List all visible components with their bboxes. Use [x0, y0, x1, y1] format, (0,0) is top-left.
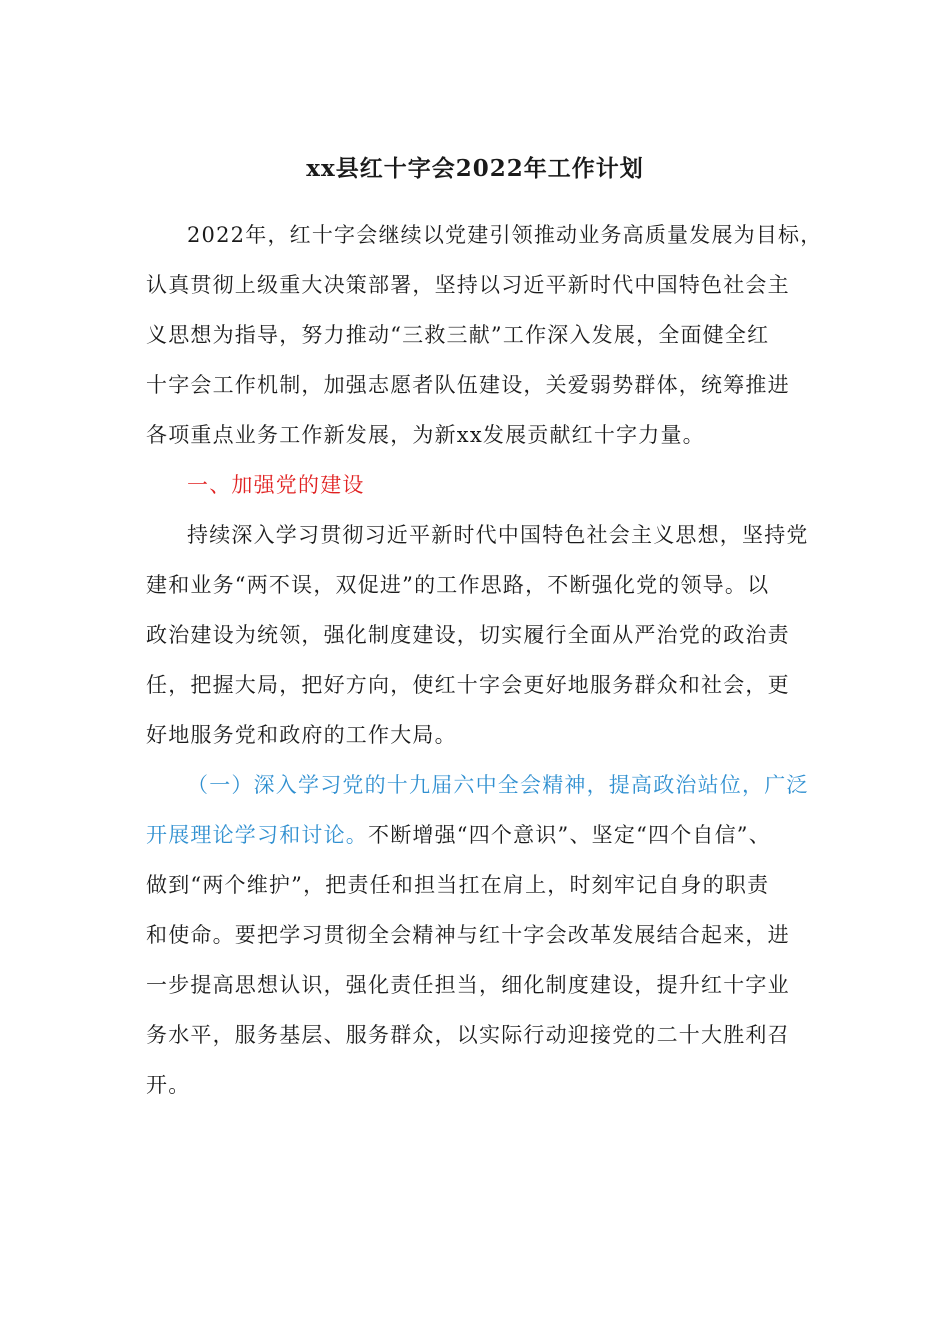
- intro-line: 2022年，红十字会继续以党建引领推动业务高质量发展为目标，: [187, 223, 823, 247]
- subsection-line: 做到“两个维护”，把责任和担当扛在肩上，时刻牢记自身的职责: [146, 873, 770, 897]
- intro-line: 十字会工作机制，加强志愿者队伍建设，关爱弱势群体，统筹推进: [146, 373, 790, 397]
- document-title: xx县红十字会2022年工作计划: [306, 155, 644, 182]
- section-heading: 一、加强党的建设: [187, 473, 365, 497]
- subsection-line: 务水平，服务基层、服务群众，以实际行动迎接党的二十大胜利召: [146, 1023, 790, 1047]
- subsection-heading-cont: 开展理论学习和讨论。: [146, 823, 368, 847]
- subsection-line: 一步提高思想认识，强化责任担当，细化制度建设，提升红十字业: [146, 973, 790, 997]
- section-line: 政治建设为统领，强化制度建设，切实履行全面从严治党的政治责: [146, 623, 790, 647]
- subsection-line: 和使命。要把学习贯彻全会精神与红十字会改革发展结合起来，进: [146, 923, 790, 947]
- section-line: 任，把握大局，把好方向，使红十字会更好地服务群众和社会，更: [146, 673, 790, 697]
- section-line: 建和业务“两不误，双促进”的工作思路，不断强化党的领导。以: [146, 573, 770, 597]
- section-line: 持续深入学习贯彻习近平新时代中国特色社会主义思想，坚持党: [187, 523, 809, 547]
- intro-line: 义思想为指导，努力推动“三救三献”工作深入发展，全面健全红: [146, 323, 770, 347]
- intro-line: 认真贯彻上级重大决策部署，坚持以习近平新时代中国特色社会主: [146, 273, 790, 297]
- subsection-heading: （一）深入学习党的十九届六中全会精神，提高政治站位，广泛: [187, 773, 809, 797]
- section-line: 好地服务党和政府的工作大局。: [146, 723, 457, 747]
- subsection-line: [146, 820, 816, 850]
- subsection-line: 开。: [146, 1073, 191, 1097]
- subsection-text: 不断增强“四个意识”、坚定“四个自信”、: [368, 823, 771, 847]
- intro-line: 各项重点业务工作新发展，为新xx发展贡献红十字力量。: [146, 423, 705, 447]
